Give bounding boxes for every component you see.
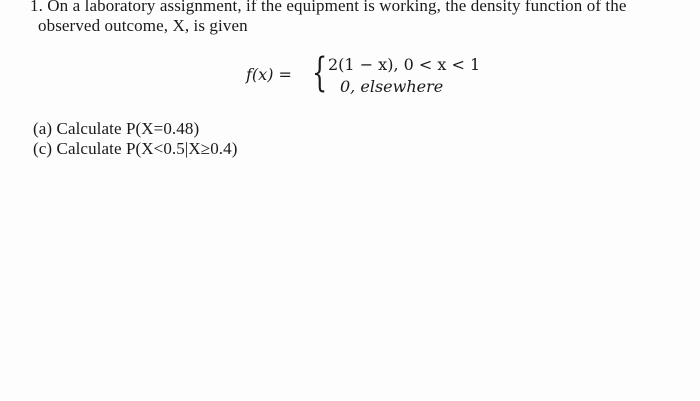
part-c-question: (c) Calculate P(X<0.5|X≥0.4) — [33, 139, 238, 158]
problem-text-line-2: observed outcome, X, is given — [38, 16, 248, 35]
problem-text-line-1: 1. On a laboratory assignment, if the equipment is working, the density function of the — [30, 0, 627, 15]
piecewise-brace: { — [312, 50, 328, 96]
equation-case-1: 2(1 − x), 0 < x < 1 — [328, 55, 481, 74]
equation-lhs: f(x) = — [246, 65, 292, 84]
part-a-question: (a) Calculate P(X=0.48) — [33, 119, 200, 138]
equation-case-2: 0, elsewhere — [340, 77, 444, 96]
density-function-equation — [246, 50, 486, 99]
